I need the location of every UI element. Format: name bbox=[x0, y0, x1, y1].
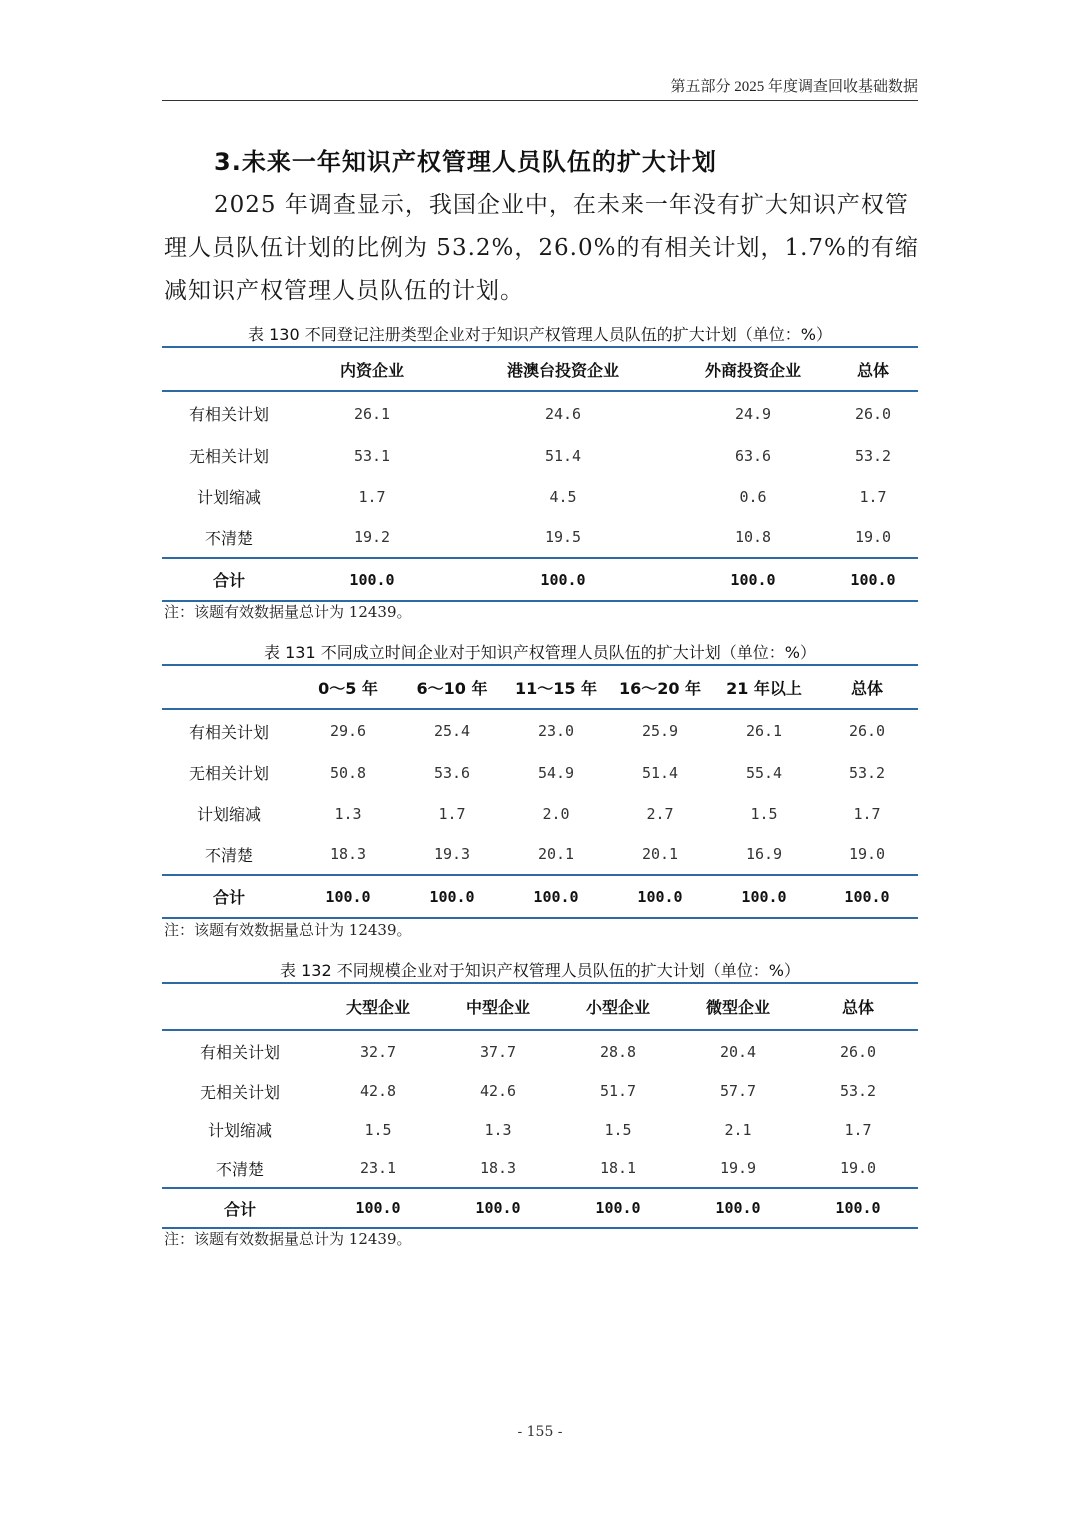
row-label: 无相关计划 bbox=[188, 447, 269, 466]
total-row bbox=[162, 1188, 918, 1228]
row-label: 计划缩减 bbox=[196, 805, 261, 824]
table-cell: 100.0 bbox=[715, 1199, 761, 1217]
header-cell: 总体 bbox=[856, 360, 889, 380]
table-132-note: 注：该题有效数据量总计为 12439。 bbox=[164, 1230, 412, 1248]
table-cell: 51.4 bbox=[641, 763, 679, 782]
row-label: 有相关计划 bbox=[188, 405, 269, 424]
table-row bbox=[162, 1072, 918, 1110]
header-cell: 6～10 年 bbox=[416, 678, 488, 698]
table-cell: 19.2 bbox=[353, 528, 391, 546]
table-cell: 19.9 bbox=[719, 1159, 757, 1177]
table-cell: 19.0 bbox=[854, 528, 892, 546]
table-cell: 53.2 bbox=[854, 446, 892, 465]
header-cell bbox=[162, 983, 318, 1030]
table-cell: 63.6 bbox=[734, 446, 772, 465]
table-cell: 0.6 bbox=[739, 487, 767, 506]
table-cell: 1.3 bbox=[334, 804, 362, 823]
header-cell: 小型企业 bbox=[585, 998, 650, 1017]
table-cell: 100.0 bbox=[475, 1199, 521, 1217]
table-cell: 100.0 bbox=[844, 887, 890, 906]
table-row bbox=[162, 476, 918, 517]
running-header: 第五部分 2025 年度调查回收基础数据 bbox=[162, 76, 918, 101]
table-cell: 1.3 bbox=[484, 1120, 512, 1139]
row-label: 有相关计划 bbox=[188, 722, 269, 742]
table-cell: 19.0 bbox=[839, 1159, 877, 1177]
table-132-header-row bbox=[162, 983, 918, 1030]
row-label: 无相关计划 bbox=[188, 764, 269, 783]
table-cell: 1.7 bbox=[859, 487, 887, 506]
header-cell: 港澳台投资企业 bbox=[506, 360, 619, 380]
body-paragraph: 2025 年调查显示，我国企业中，在未来一年没有扩大知识产权管理人员队伍计划的比例为 53.2%，26.0%的有相关计划，1.7%的有缩减知识产权管理人员队伍的计划。 bbox=[164, 192, 919, 304]
header-cell: 16～20 年 bbox=[618, 678, 702, 698]
header-cell: 21 年以上 bbox=[726, 678, 802, 698]
table-row bbox=[162, 391, 918, 435]
table-row bbox=[162, 709, 918, 752]
table-cell: 42.6 bbox=[479, 1082, 517, 1100]
table-cell: 19.0 bbox=[848, 845, 886, 863]
table-cell: 100.0 bbox=[533, 887, 579, 906]
table-row bbox=[162, 1110, 918, 1149]
table-132 bbox=[162, 982, 918, 1229]
table-cell: 26.0 bbox=[854, 404, 892, 423]
table-132-caption: 表 132 不同规模企业对于知识产权管理人员队伍的扩大计划（单位：%） bbox=[280, 961, 800, 980]
row-label: 不清楚 bbox=[204, 845, 253, 865]
table-cell: 18.3 bbox=[329, 845, 367, 863]
table-cell: 51.4 bbox=[544, 446, 582, 465]
table-cell: 2.1 bbox=[724, 1120, 752, 1139]
table-cell: 100.0 bbox=[540, 570, 586, 589]
table-cell: 32.7 bbox=[359, 1042, 397, 1061]
table-cell: 25.9 bbox=[641, 722, 679, 740]
row-label: 合计 bbox=[212, 888, 245, 907]
table-cell: 1.7 bbox=[844, 1120, 872, 1139]
table-cell: 100.0 bbox=[355, 1199, 401, 1217]
table-130 bbox=[162, 346, 918, 602]
row-label: 不清楚 bbox=[215, 1159, 264, 1179]
table-cell: 100.0 bbox=[850, 570, 896, 589]
table-cell: 100.0 bbox=[835, 1199, 881, 1217]
table-cell: 24.9 bbox=[734, 404, 772, 423]
row-label: 计划缩减 bbox=[207, 1121, 272, 1140]
table-row bbox=[162, 435, 918, 476]
page-number: - 155 - bbox=[517, 1424, 563, 1440]
table-130-caption: 表 130 不同登记注册类型企业对于知识产权管理人员队伍的扩大计划（单位：%） bbox=[248, 325, 832, 344]
table-131 bbox=[162, 664, 918, 919]
table-cell: 1.7 bbox=[853, 804, 881, 823]
section-title: 3.未来一年知识产权管理人员队伍的扩大计划 bbox=[214, 148, 717, 176]
table-row bbox=[162, 752, 918, 793]
table-130-header-row bbox=[162, 347, 918, 391]
header-cell bbox=[162, 665, 296, 709]
row-label: 合计 bbox=[212, 571, 245, 590]
table-cell: 100.0 bbox=[349, 570, 395, 589]
total-row bbox=[162, 558, 918, 601]
table-cell: 24.6 bbox=[544, 404, 582, 423]
table-cell: 53.6 bbox=[433, 763, 471, 782]
table-cell: 18.3 bbox=[479, 1159, 517, 1177]
table-cell: 26.0 bbox=[839, 1042, 877, 1061]
table-cell: 100.0 bbox=[325, 887, 371, 906]
total-row bbox=[162, 875, 918, 918]
header-cell: 0～5 年 bbox=[318, 678, 378, 698]
table-cell: 2.7 bbox=[646, 804, 674, 823]
header-cell: 总体 bbox=[850, 678, 883, 698]
table-cell: 26.1 bbox=[353, 404, 391, 423]
header-cell: 内资企业 bbox=[339, 360, 404, 380]
table-131-header-row bbox=[162, 665, 918, 709]
row-label: 计划缩减 bbox=[196, 488, 261, 507]
header-cell bbox=[162, 347, 296, 391]
row-label: 不清楚 bbox=[204, 528, 253, 548]
table-cell: 1.5 bbox=[364, 1120, 392, 1139]
table-cell: 28.8 bbox=[599, 1042, 637, 1061]
table-cell: 2.0 bbox=[542, 804, 570, 823]
header-cell: 总体 bbox=[841, 998, 874, 1017]
table-cell: 42.8 bbox=[359, 1082, 397, 1100]
table-cell: 100.0 bbox=[730, 570, 776, 589]
table-cell: 53.2 bbox=[848, 763, 886, 782]
table-cell: 26.1 bbox=[745, 722, 783, 740]
table-cell: 57.7 bbox=[719, 1082, 757, 1100]
table-cell: 100.0 bbox=[429, 887, 475, 906]
table-131-caption: 表 131 不同成立时间企业对于知识产权管理人员队伍的扩大计划（单位：%） bbox=[264, 643, 816, 662]
table-cell: 29.6 bbox=[329, 722, 367, 740]
row-label: 有相关计划 bbox=[199, 1043, 280, 1062]
table-cell: 50.8 bbox=[329, 763, 367, 782]
row-label: 合计 bbox=[223, 1199, 256, 1219]
table-cell: 20.1 bbox=[537, 845, 575, 863]
table-cell: 19.5 bbox=[544, 528, 582, 546]
table-cell: 55.4 bbox=[745, 763, 783, 782]
table-131-note: 注：该题有效数据量总计为 12439。 bbox=[164, 921, 412, 939]
table-row bbox=[162, 1149, 918, 1188]
table-cell: 37.7 bbox=[479, 1042, 517, 1061]
table-cell: 54.9 bbox=[537, 763, 575, 782]
table-cell: 100.0 bbox=[637, 887, 683, 906]
table-row bbox=[162, 517, 918, 558]
table-cell: 1.5 bbox=[604, 1120, 632, 1139]
header-cell: 外商投资企业 bbox=[704, 360, 801, 380]
table-cell: 1.7 bbox=[438, 804, 466, 823]
table-cell: 100.0 bbox=[741, 887, 787, 906]
header-cell: 微型企业 bbox=[705, 998, 770, 1017]
table-cell: 23.0 bbox=[537, 722, 575, 740]
row-label: 无相关计划 bbox=[199, 1082, 280, 1102]
table-cell: 16.9 bbox=[745, 845, 783, 863]
table-cell: 4.5 bbox=[549, 487, 577, 506]
header-cell: 11～15 年 bbox=[514, 678, 598, 698]
header-cell: 大型企业 bbox=[345, 998, 410, 1017]
table-cell: 10.8 bbox=[734, 528, 772, 546]
table-cell: 25.4 bbox=[433, 722, 471, 740]
table-cell: 53.2 bbox=[839, 1082, 877, 1100]
table-cell: 51.7 bbox=[599, 1082, 637, 1100]
header-cell: 中型企业 bbox=[465, 998, 530, 1017]
table-cell: 1.7 bbox=[358, 487, 386, 506]
table-cell: 23.1 bbox=[359, 1159, 397, 1177]
table-cell: 1.5 bbox=[750, 804, 778, 823]
table-130-note: 注：该题有效数据量总计为 12439。 bbox=[164, 603, 412, 621]
table-cell: 100.0 bbox=[595, 1199, 641, 1217]
table-cell: 18.1 bbox=[599, 1159, 637, 1177]
table-row bbox=[162, 793, 918, 834]
table-cell: 19.3 bbox=[433, 845, 471, 863]
table-row bbox=[162, 1030, 918, 1072]
table-cell: 26.0 bbox=[848, 722, 886, 740]
table-row bbox=[162, 834, 918, 875]
table-cell: 20.1 bbox=[641, 845, 679, 863]
table-cell: 53.1 bbox=[353, 446, 391, 465]
table-cell: 20.4 bbox=[719, 1042, 757, 1061]
